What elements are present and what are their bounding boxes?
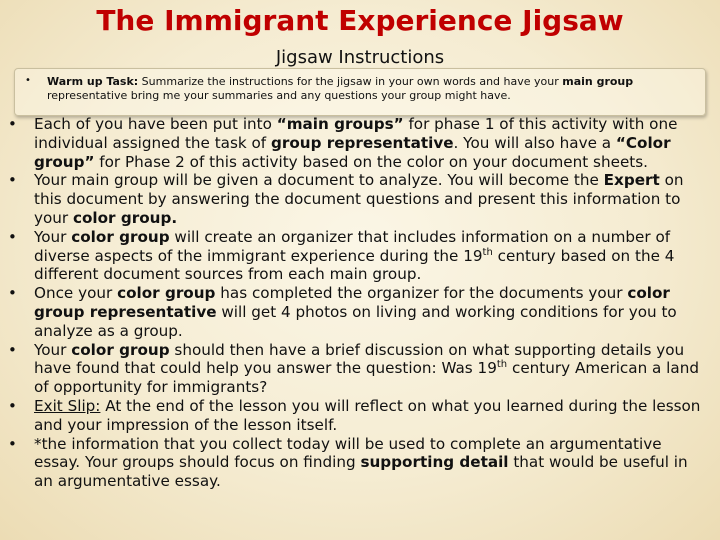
warmup-label: Warm up Task: [47, 75, 139, 88]
item-text: Your [34, 227, 72, 246]
instruction-item-discussion [0, 341, 720, 397]
bullet-icon: • [8, 115, 17, 133]
item-emphasis: “Color group” [34, 133, 671, 171]
bullet-icon: • [8, 340, 17, 359]
item-emphasis: color group [117, 284, 216, 303]
warmup-text-part: representative bring me your summaries and any questions your group might have. [47, 89, 511, 102]
item-superscript: th [482, 246, 493, 258]
item-text: should then have a brief discussion on what supporting details you have found that could help you answer the question: Was 19 [34, 340, 685, 378]
bullet-icon: • [25, 75, 31, 86]
item-text: for phase 1 of this activity with one individual assigned the task of [34, 115, 678, 152]
item-text: . You will also have a [453, 133, 616, 152]
item-emphasis: Expert [603, 171, 660, 190]
item-emphasis: color group [71, 340, 170, 359]
instruction-item-organizer [0, 228, 720, 284]
page-subtitle: Jigsaw Instructions [275, 47, 445, 68]
instruction-item-essay [0, 435, 720, 491]
bullet-icon: • [8, 284, 17, 303]
bullet-icon: • [8, 434, 17, 453]
exit-slip-label: Exit Slip: [34, 396, 101, 415]
item-text: will get 4 photos on living and working conditions for you to analyze as a group. [34, 302, 677, 340]
item-emphasis: “main groups” [276, 115, 404, 133]
warmup-task-text [47, 75, 697, 103]
item-emphasis: color group [71, 227, 170, 246]
item-emphasis: group representative [270, 133, 454, 152]
item-text: At the end of the lesson you will reflect on what you learned during the lesson and your impression of the lesson itself. [34, 396, 701, 434]
item-text: has completed the organizer for the documents your [215, 284, 628, 303]
warmup-task-box [14, 68, 706, 116]
warmup-emphasis: main group [562, 75, 634, 88]
item-text: Your main group will be given a document to analyze. You will become the [34, 171, 604, 190]
item-emphasis: color group representative [34, 284, 670, 321]
instruction-item-main-groups [0, 115, 720, 171]
item-superscript: th [496, 359, 508, 371]
item-text: on this document by answering the document questions and present this information to your [34, 171, 684, 227]
warmup-text-part: Summarize the instructions for the jigsaw in your own words and have your [138, 75, 563, 88]
item-emphasis: color group. [72, 208, 178, 227]
item-text: *the information that you collect today will be used to complete an argumentative essay. Your groups should focus on finding [34, 434, 662, 472]
instruction-item-photos [0, 284, 720, 340]
bullet-icon: • [8, 227, 17, 246]
page-title: The Immigrant Experience Jigsaw [96, 4, 624, 37]
instruction-item-exit-slip [0, 397, 720, 435]
bullet-icon: • [8, 396, 17, 415]
item-emphasis: supporting detail [360, 453, 509, 472]
item-text: century American a land of opportunity for immigrants? [34, 359, 699, 397]
instruction-item-expert [0, 171, 720, 227]
item-text: will create an organizer that includes information on a number of diverse aspects of the immigrant experience during the 19 [34, 227, 671, 265]
item-text: that would be useful in an argumentative essay. [34, 453, 688, 491]
item-text: Your [34, 340, 72, 359]
item-text: Once your [34, 284, 118, 303]
item-text: for Phase 2 of this activity based on the color on your document sheets. [94, 152, 648, 171]
item-text: century based on the 4 different document sources from each main group. [34, 246, 675, 284]
bullet-icon: • [8, 171, 17, 190]
item-text: Each of you have been put into [34, 115, 277, 133]
instruction-list [0, 115, 720, 491]
